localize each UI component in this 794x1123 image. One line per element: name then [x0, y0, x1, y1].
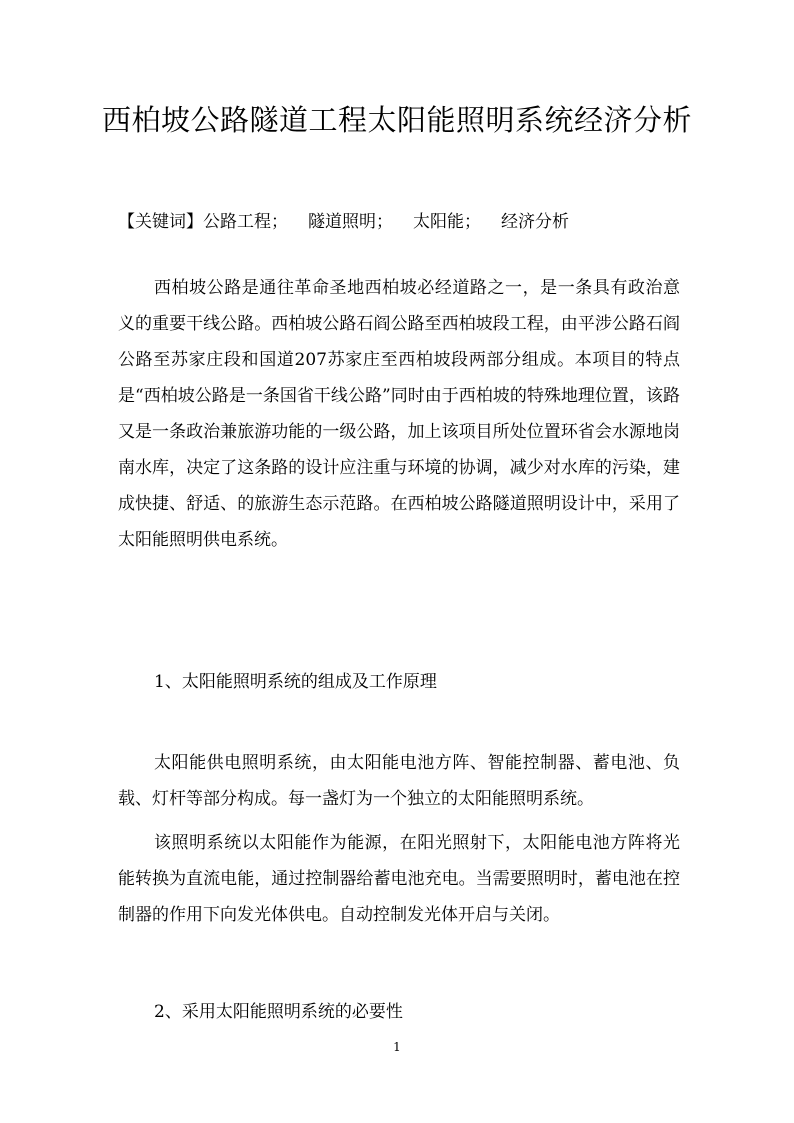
intro-paragraph: 西柏坡公路是通往革命圣地西柏坡必经道路之一，是一条具有政治意义的重要干线公路。西柏坡公路石阎公路至西柏坡段工程，由平涉公路石阎公路至苏家庄段和国道207苏家庄至西柏坡段两部分组成。本项目的特点是“西柏坡公路是一条国省干线公路”同时由于西柏坡的特殊地理位置，该路又是一条政治兼旅游功能的一级公路，加上该项目所处位置环省会水源地岗南水库，决定了这条路的设计应注重与环境的协调，减少对水库的污染，建成快捷、舒适、的旅游生态示范路。在西柏坡公路隧道照明设计中，采用了太阳能照明供电系统。 [118, 278, 680, 550]
keywords-label: 【关键词】 [118, 212, 203, 232]
keyword-item: 经济分析 [501, 212, 569, 232]
keyword-item: 隧道照明； [308, 212, 393, 232]
page-number: 1 [393, 1040, 401, 1054]
section-heading-2: 2、采用太阳能照明系统的必要性 [154, 1002, 403, 1022]
document-title: 西柏坡公路隧道工程太阳能照明系统经济分析 [101, 103, 692, 137]
section-heading-1: 1、太阳能照明系统的组成及工作原理 [154, 672, 437, 692]
keyword-item: 公路工程； [203, 212, 288, 232]
keywords-line [118, 208, 589, 236]
keyword-item: 太阳能； [413, 212, 481, 232]
section1-paragraph: 太阳能供电照明系统，由太阳能电池方阵、智能控制器、蓄电池、负载、灯杆等部分构成。每一盏灯为一个独立的太阳能照明系统。 [118, 753, 680, 809]
section1-paragraph: 该照明系统以太阳能作为能源，在阳光照射下，太阳能电池方阵将光能转换为直流电能，通过控制器给蓄电池充电。当需要照明时，蓄电池在控制器的作用下向发光体供电。自动控制发光体开启与关闭。 [118, 833, 680, 925]
